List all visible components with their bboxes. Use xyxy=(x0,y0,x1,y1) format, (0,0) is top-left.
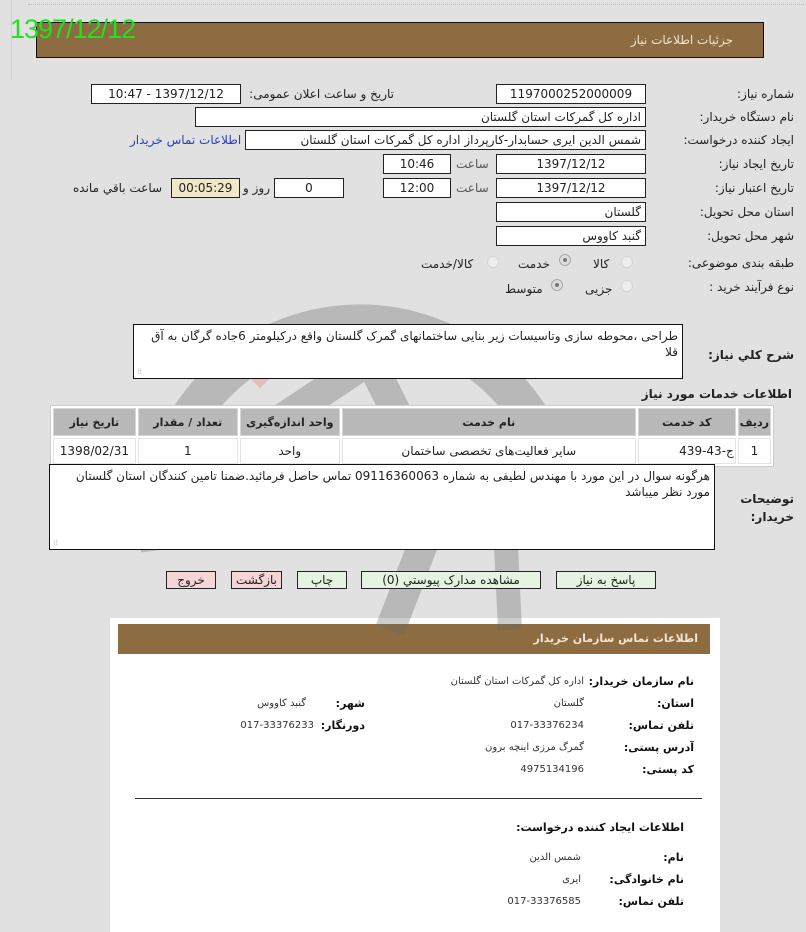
process-option-minor: جزیی xyxy=(585,282,613,296)
created-time-field[interactable]: 10:46 xyxy=(383,154,451,174)
process-radio-minor[interactable] xyxy=(621,280,633,292)
creator-family-label: نام خانوادگی: xyxy=(609,873,684,886)
category-radio-goods-service[interactable] xyxy=(487,256,499,268)
table-row xyxy=(53,438,771,464)
description-textarea[interactable] xyxy=(133,324,683,379)
resize-grip-icon[interactable]: ⁞⁞ xyxy=(137,367,143,376)
cell-unit: واحد xyxy=(240,438,340,464)
resize-grip-icon[interactable]: ⁞⁞ xyxy=(53,538,59,547)
date-stamp: 1397/12/12 xyxy=(10,14,136,44)
col-code: کد خدمت xyxy=(638,408,736,436)
postal-label: کد پستی: xyxy=(642,763,694,776)
valid-date-label: تاریخ اعتبار نیاز: xyxy=(714,181,794,195)
creator-label: ایجاد کننده درخواست: xyxy=(683,133,794,147)
buyer-notes-label: توضیحات خریدار: xyxy=(740,492,794,524)
process-radio-medium[interactable] xyxy=(551,279,563,291)
valid-date-field[interactable]: 1397/12/12 xyxy=(496,178,646,198)
exit-button[interactable]: خروج xyxy=(166,571,216,589)
services-header-row xyxy=(53,408,771,436)
phone-value: 017-33376234 xyxy=(510,720,584,731)
city-label: شهر محل تحویل: xyxy=(707,229,794,243)
creator-name-value: شمس الدین xyxy=(529,852,581,863)
category-radio-goods[interactable] xyxy=(621,256,633,268)
category-radio-service[interactable] xyxy=(559,254,571,266)
valid-time-label: ساعت xyxy=(456,181,489,195)
days-label: روز و xyxy=(243,181,270,195)
category-label: طبقه بندی موضوعی: xyxy=(687,256,794,270)
buyer-notes-textarea[interactable] xyxy=(49,464,715,550)
fax-value: 017-33376233 xyxy=(240,720,314,731)
created-date-field[interactable]: 1397/12/12 xyxy=(496,154,646,174)
announce-label: تاریخ و ساعت اعلان عمومی: xyxy=(249,87,394,101)
back-button[interactable]: بازگشت xyxy=(231,571,282,589)
created-time-label: ساعت xyxy=(456,157,489,171)
province-label: استان محل تحویل: xyxy=(699,205,794,219)
creator-family-value: ایری xyxy=(562,874,581,885)
province-contact-label: استان: xyxy=(657,697,694,710)
postal-value: 4975134196 xyxy=(520,764,584,775)
province-contact-value: گلستان xyxy=(553,698,584,709)
page-title: جزئیات اطلاعات نیاز xyxy=(630,33,733,47)
buyer-contact-link[interactable]: اطلاعات تماس خریدار xyxy=(130,133,242,147)
creator-phone-label: تلفن تماس: xyxy=(618,895,684,908)
need-number-field[interactable]: 1197000252000009 xyxy=(496,84,646,104)
col-date: تاریخ نیاز xyxy=(53,408,136,436)
view-attachments-button[interactable]: مشاهده مدارک پیوستي (0) xyxy=(361,571,541,589)
city-field[interactable]: گنبد کاووس xyxy=(496,226,646,246)
creator-phone-value: 017-33376585 xyxy=(507,896,581,907)
phone-label: تلفن تماس: xyxy=(628,719,694,732)
top-divider xyxy=(28,0,804,5)
city-contact-value: گنبد کاووس xyxy=(257,698,306,709)
address-value: گمرگ مرزی اینچه برون xyxy=(485,742,584,753)
cell-name: سایر فعالیت‌های تخصصی ساختمان xyxy=(342,438,636,464)
announce-field[interactable]: 1397/12/12 - 10:47 xyxy=(91,84,241,104)
buyer-org-label: نام دستگاه خریدار: xyxy=(699,110,794,124)
city-contact-label: شهر: xyxy=(335,697,365,710)
cell-date: 1398/02/31 xyxy=(53,438,136,464)
cell-code: ج-43-439 xyxy=(638,438,736,464)
remaining-label: ساعت باقي مانده xyxy=(73,181,163,195)
description-label: شرح کلي نیاز: xyxy=(708,348,794,362)
address-label: آدرس پستی: xyxy=(623,741,694,754)
cell-row: 1 xyxy=(738,438,771,464)
print-button[interactable]: چاپ xyxy=(297,571,347,589)
buyer-notes-text: هرگونه سوال در این مورد با مهندس لطیفی به شماره 09116360063 تماس حاصل فرمائید.ضمنا تامین کنندگان استان گلستان مورد نظر میباشد xyxy=(75,469,710,499)
page-header xyxy=(36,22,764,58)
contact-panel-title: اطلاعات تماس سازمان خریدار xyxy=(533,632,698,645)
col-name: نام خدمت xyxy=(342,408,636,436)
description-text: طراحی ،محوطه سازی وتاسیسات زیر بنایی ساختمانهای گمرک گلستان واقع درکیلومتر 6جاده گرگان به آق قلا xyxy=(151,329,678,359)
col-unit: واحد اندازه‌گیری xyxy=(240,408,340,436)
col-row: ردیف xyxy=(738,408,771,436)
province-field[interactable]: گلستان xyxy=(496,202,646,222)
remaining-time-field: 00:05:29 xyxy=(171,178,240,198)
creator-field[interactable]: شمس الدین ایری حسابدار-کارپرداز اداره کل گمرکات استان گلستان xyxy=(245,130,646,150)
process-label: نوع فرآیند خرید : xyxy=(709,280,794,294)
creator-section-title: اطلاعات ایجاد کننده درخواست: xyxy=(516,821,684,834)
created-date-label: تاریخ ایجاد نیاز: xyxy=(718,157,794,171)
process-option-medium: متوسط xyxy=(505,282,543,296)
category-option-service: خدمت xyxy=(518,257,550,271)
fax-label: دورنگار: xyxy=(320,719,365,732)
contact-panel-header xyxy=(118,624,710,654)
services-table xyxy=(50,405,774,467)
creator-name-label: نام: xyxy=(663,851,684,864)
reply-button[interactable]: پاسخ به نیاز xyxy=(556,571,656,589)
category-option-goods: کالا xyxy=(593,257,610,271)
col-quantity: تعداد / مقدار xyxy=(138,408,238,436)
org-value: اداره کل گمرکات استان گلستان xyxy=(450,676,584,687)
valid-time-field[interactable]: 12:00 xyxy=(383,178,451,198)
need-number-label: شماره نیاز: xyxy=(737,87,794,101)
contact-divider xyxy=(135,798,702,799)
services-title: اطلاعات خدمات مورد نیاز xyxy=(641,387,792,401)
cell-quantity: 1 xyxy=(138,438,238,464)
category-option-goods-service: کالا/خدمت xyxy=(421,257,474,271)
buyer-org-field[interactable]: اداره کل گمرکات استان گلستان xyxy=(195,107,646,127)
org-label: نام سازمان خریدار: xyxy=(588,675,694,688)
remaining-days-field: 0 xyxy=(274,178,344,198)
